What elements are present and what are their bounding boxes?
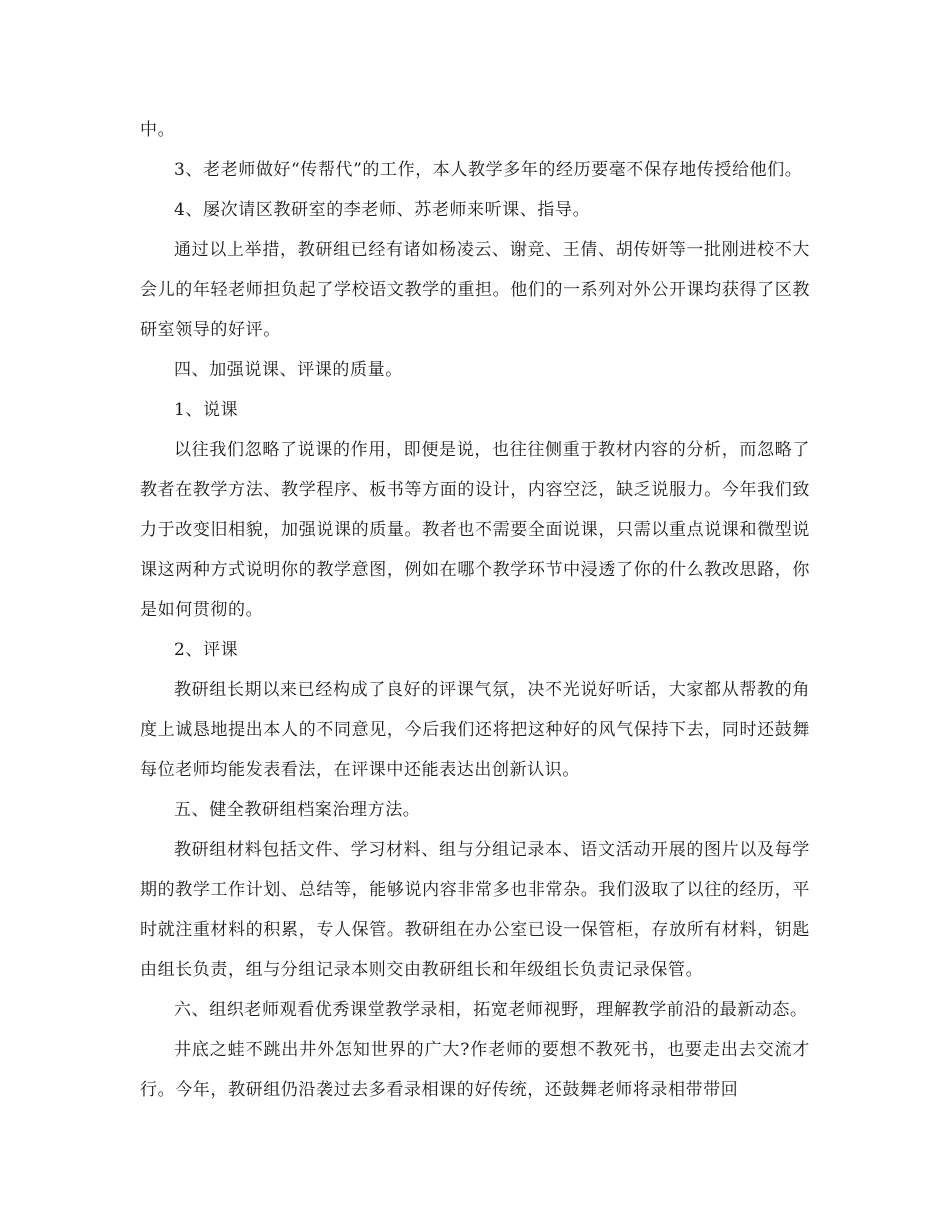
paragraph-summary: 通过以上举措，教研组已经有诸如杨凌云、谢竞、王倩、胡传妍等一批刚进校不大会儿的年轻老师担负起了学校语文教学的重担。他们的一系列对外公开课均获得了区教研室领导的好评。 [140, 240, 810, 340]
paragraph-continuation: 中。 [140, 120, 176, 140]
document-body [140, 110, 810, 1110]
subheading-pingke: 2、评课 [174, 640, 239, 660]
paragraph-shuoke: 以往我们忽略了说课的作用，即便是说，也往往侧重于教材内容的分析，而忽略了教者在教学方法、教学程序、板书等方面的设计，内容空泛，缺乏说服力。今年我们致力于改变旧相貌，加强说课的质量。教者也不需要全面说课，只需以重点说课和微型说课这两种方式说明你的教学意图，例如在哪个教学环节中浸透了你的什么教改思路，你是如何贯彻的。 [140, 440, 810, 620]
paragraph-item-3: 3、老老师做好“传帮代”的工作，本人教学多年的经历要毫不保存地传授给他们。 [174, 160, 803, 180]
section-heading-6: 六、组织老师观看优秀课堂教学录相，拓宽老师视野，理解教学前沿的最新动态。 [174, 1000, 808, 1020]
paragraph-pingke: 教研组长期以来已经构成了良好的评课气氛，决不光说好听话，大家都从帮教的角度上诚恳地提出本人的不同意见，今后我们还将把这种好的风气保持下去，同时还鼓舞每位老师均能发表看法，在评课中还能表达出创新认识。 [140, 680, 810, 780]
paragraph-item-4: 4、屡次请区教研室的李老师、苏老师来听课、指导。 [174, 200, 591, 220]
section-heading-5: 五、健全教研组档案治理方法。 [174, 800, 421, 820]
section-heading-4: 四、加强说课、评课的质量。 [174, 360, 403, 380]
paragraph-video: 井底之蛙不跳出井外怎知世界的广大?作老师的要想不教死书，也要走出去交流才行。今年，教研组仍沿袭过去多看录相课的好传统，还鼓舞老师将录相带带回 [140, 1040, 810, 1100]
paragraph-archive: 教研组材料包括文件、学习材料、组与分组记录本、语文活动开展的图片以及每学期的教学工作计划、总结等，能够说内容非常多也非常杂。我们汲取了以往的经历，平时就注重材料的积累，专人保管。教研组在办公室已设一保管柜，存放所有材料，钥匙由组长负责，组与分组记录本则交由教研组长和年级组长负责记录保管。 [140, 840, 810, 980]
subheading-shuoke: 1、说课 [174, 400, 239, 420]
